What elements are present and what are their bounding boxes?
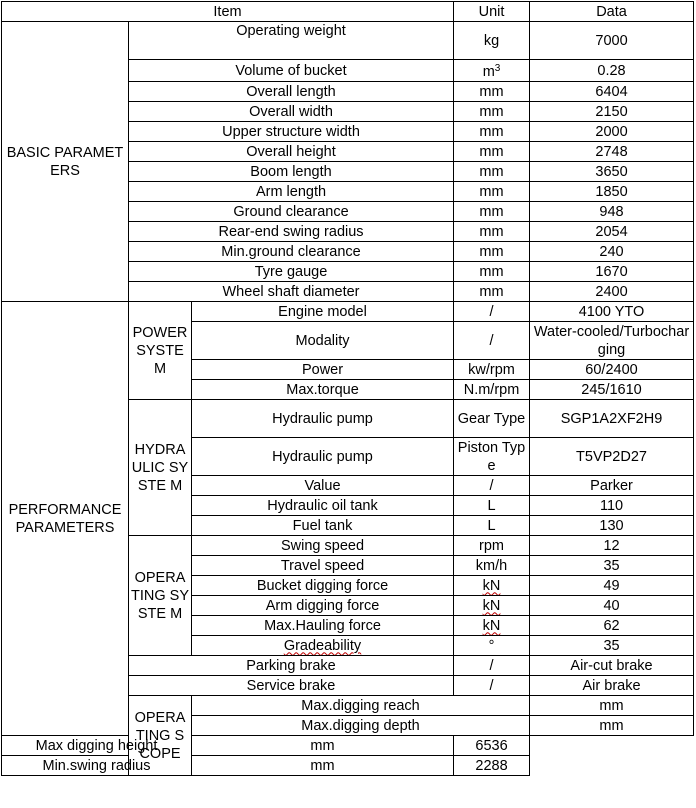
row-data: 12 bbox=[530, 536, 694, 556]
subsection-label-operating: OPERA TING SYSTE M bbox=[129, 536, 192, 656]
row-unit: mm bbox=[530, 716, 694, 736]
unit-text: kN bbox=[482, 577, 501, 594]
row-data: Air brake bbox=[530, 676, 694, 696]
row-data: 60/2400 bbox=[530, 360, 694, 380]
row-data: 2054 bbox=[530, 222, 694, 242]
row-name: Operating weight bbox=[129, 22, 454, 60]
row-data: 4100 YTO bbox=[530, 302, 694, 322]
row-name: Max.digging reach bbox=[192, 696, 530, 716]
row-unit bbox=[454, 576, 530, 596]
row-unit: mm bbox=[454, 262, 530, 282]
row-unit: mm bbox=[454, 282, 530, 302]
row-name: Rear-end swing radius bbox=[129, 222, 454, 242]
row-unit: / bbox=[454, 322, 530, 360]
row-unit: ° bbox=[454, 636, 530, 656]
row-name: Tyre gauge bbox=[129, 262, 454, 282]
row-name bbox=[192, 636, 454, 656]
row-unit: / bbox=[454, 302, 530, 322]
row-data: 7000 bbox=[530, 22, 694, 60]
row-name: Boom length bbox=[129, 162, 454, 182]
row-data: 49 bbox=[530, 576, 694, 596]
unit-text: kN bbox=[482, 597, 501, 614]
row-name-text: Gradeability bbox=[283, 637, 362, 654]
spec-table bbox=[1, 1, 694, 776]
row-data: 245/1610 bbox=[530, 380, 694, 400]
row-data: 6404 bbox=[530, 82, 694, 102]
row-unit bbox=[454, 596, 530, 616]
row-data: 240 bbox=[530, 242, 694, 262]
row-data: T5VP2D27 bbox=[530, 438, 694, 476]
row-name: Max digging height bbox=[2, 736, 192, 756]
row-name: Arm length bbox=[129, 182, 454, 202]
subsection-label-power: POWER SYSTE M bbox=[129, 302, 192, 400]
row-name: Max.digging depth bbox=[192, 716, 530, 736]
row-unit: N.m/rpm bbox=[454, 380, 530, 400]
row-unit: kw/rpm bbox=[454, 360, 530, 380]
row-data: 40 bbox=[530, 596, 694, 616]
row-name: Ground clearance bbox=[129, 202, 454, 222]
row-unit: mm bbox=[454, 82, 530, 102]
row-name: Max.torque bbox=[192, 380, 454, 400]
row-unit: mm bbox=[454, 222, 530, 242]
row-data: 2150 bbox=[530, 102, 694, 122]
row-name: Wheel shaft diameter bbox=[129, 282, 454, 302]
row-name: Modality bbox=[192, 322, 454, 360]
row-name: Hydraulic pump bbox=[192, 400, 454, 438]
row-unit: mm bbox=[192, 756, 454, 776]
row-data: 130 bbox=[530, 516, 694, 536]
row-name: Travel speed bbox=[192, 556, 454, 576]
table-row bbox=[2, 756, 694, 776]
row-data: 2000 bbox=[530, 122, 694, 142]
row-name: Service brake bbox=[129, 676, 454, 696]
row-name: Swing speed bbox=[192, 536, 454, 556]
row-data: 110 bbox=[530, 496, 694, 516]
row-data: 1850 bbox=[530, 182, 694, 202]
row-data: 1670 bbox=[530, 262, 694, 282]
row-unit: mm bbox=[454, 162, 530, 182]
row-data: Air-cut brake bbox=[530, 656, 694, 676]
row-data: 35 bbox=[530, 556, 694, 576]
row-data: 2400 bbox=[530, 282, 694, 302]
row-unit bbox=[454, 616, 530, 636]
row-name: Engine model bbox=[192, 302, 454, 322]
row-unit: mm bbox=[454, 202, 530, 222]
row-unit: L bbox=[454, 516, 530, 536]
row-data: SGP1A2XF2H9 bbox=[530, 400, 694, 438]
row-unit: / bbox=[454, 656, 530, 676]
row-unit: mm bbox=[454, 182, 530, 202]
row-data: 2748 bbox=[530, 142, 694, 162]
row-name: Overall width bbox=[129, 102, 454, 122]
row-data: 62 bbox=[530, 616, 694, 636]
row-unit: L bbox=[454, 496, 530, 516]
row-data: 948 bbox=[530, 202, 694, 222]
unit-superscript: 3 bbox=[494, 63, 501, 74]
row-unit: mm bbox=[454, 242, 530, 262]
table-row bbox=[2, 302, 694, 322]
row-unit: mm bbox=[530, 696, 694, 716]
table-row bbox=[2, 736, 694, 756]
row-data: 6536 bbox=[454, 736, 530, 756]
header-data: Data bbox=[530, 2, 694, 22]
row-name: Bucket digging force bbox=[192, 576, 454, 596]
row-unit bbox=[454, 60, 530, 82]
row-name: Arm digging force bbox=[192, 596, 454, 616]
unit-text: kN bbox=[482, 617, 501, 634]
row-name: Volume of bucket bbox=[129, 60, 454, 82]
row-name: Fuel tank bbox=[192, 516, 454, 536]
row-unit: / bbox=[454, 676, 530, 696]
row-unit: mm bbox=[454, 122, 530, 142]
unit-text: m bbox=[482, 64, 495, 80]
row-unit: rpm bbox=[454, 536, 530, 556]
row-data: Water-cooled/Turbocharging bbox=[530, 322, 694, 360]
row-name: Upper structure width bbox=[129, 122, 454, 142]
row-name: Parking brake bbox=[129, 656, 454, 676]
row-data: Parker bbox=[530, 476, 694, 496]
row-name: Min.ground clearance bbox=[129, 242, 454, 262]
row-name: Value bbox=[192, 476, 454, 496]
row-unit: mm bbox=[454, 102, 530, 122]
row-unit: Gear Type bbox=[454, 400, 530, 438]
header-row bbox=[2, 2, 694, 22]
row-name: Overall length bbox=[129, 82, 454, 102]
row-name: Max.Hauling force bbox=[192, 616, 454, 636]
row-unit: Piston Type bbox=[454, 438, 530, 476]
row-name: Min.swing radius bbox=[2, 756, 192, 776]
row-unit: mm bbox=[454, 142, 530, 162]
row-name: Power bbox=[192, 360, 454, 380]
section-label-performance: PERFORMANCE PARAMETERS bbox=[2, 302, 129, 736]
section-label-basic: BASIC PARAMETERS bbox=[2, 22, 129, 302]
row-data: 3650 bbox=[530, 162, 694, 182]
row-data: 35 bbox=[530, 636, 694, 656]
row-name: Hydraulic pump bbox=[192, 438, 454, 476]
section-label-scope: OPERATING SCOPE bbox=[129, 696, 192, 776]
subsection-label-hydraulic: HYDRA ULIC SYSTE M bbox=[129, 400, 192, 536]
header-unit: Unit bbox=[454, 2, 530, 22]
header-item: Item bbox=[2, 2, 454, 22]
row-name: Overall height bbox=[129, 142, 454, 162]
row-unit: km/h bbox=[454, 556, 530, 576]
row-unit: kg bbox=[454, 22, 530, 60]
row-unit: / bbox=[454, 476, 530, 496]
row-data: 2288 bbox=[454, 756, 530, 776]
row-data: 0.28 bbox=[530, 60, 694, 82]
row-unit: mm bbox=[192, 736, 454, 756]
table-row bbox=[2, 22, 694, 60]
row-name: Hydraulic oil tank bbox=[192, 496, 454, 516]
